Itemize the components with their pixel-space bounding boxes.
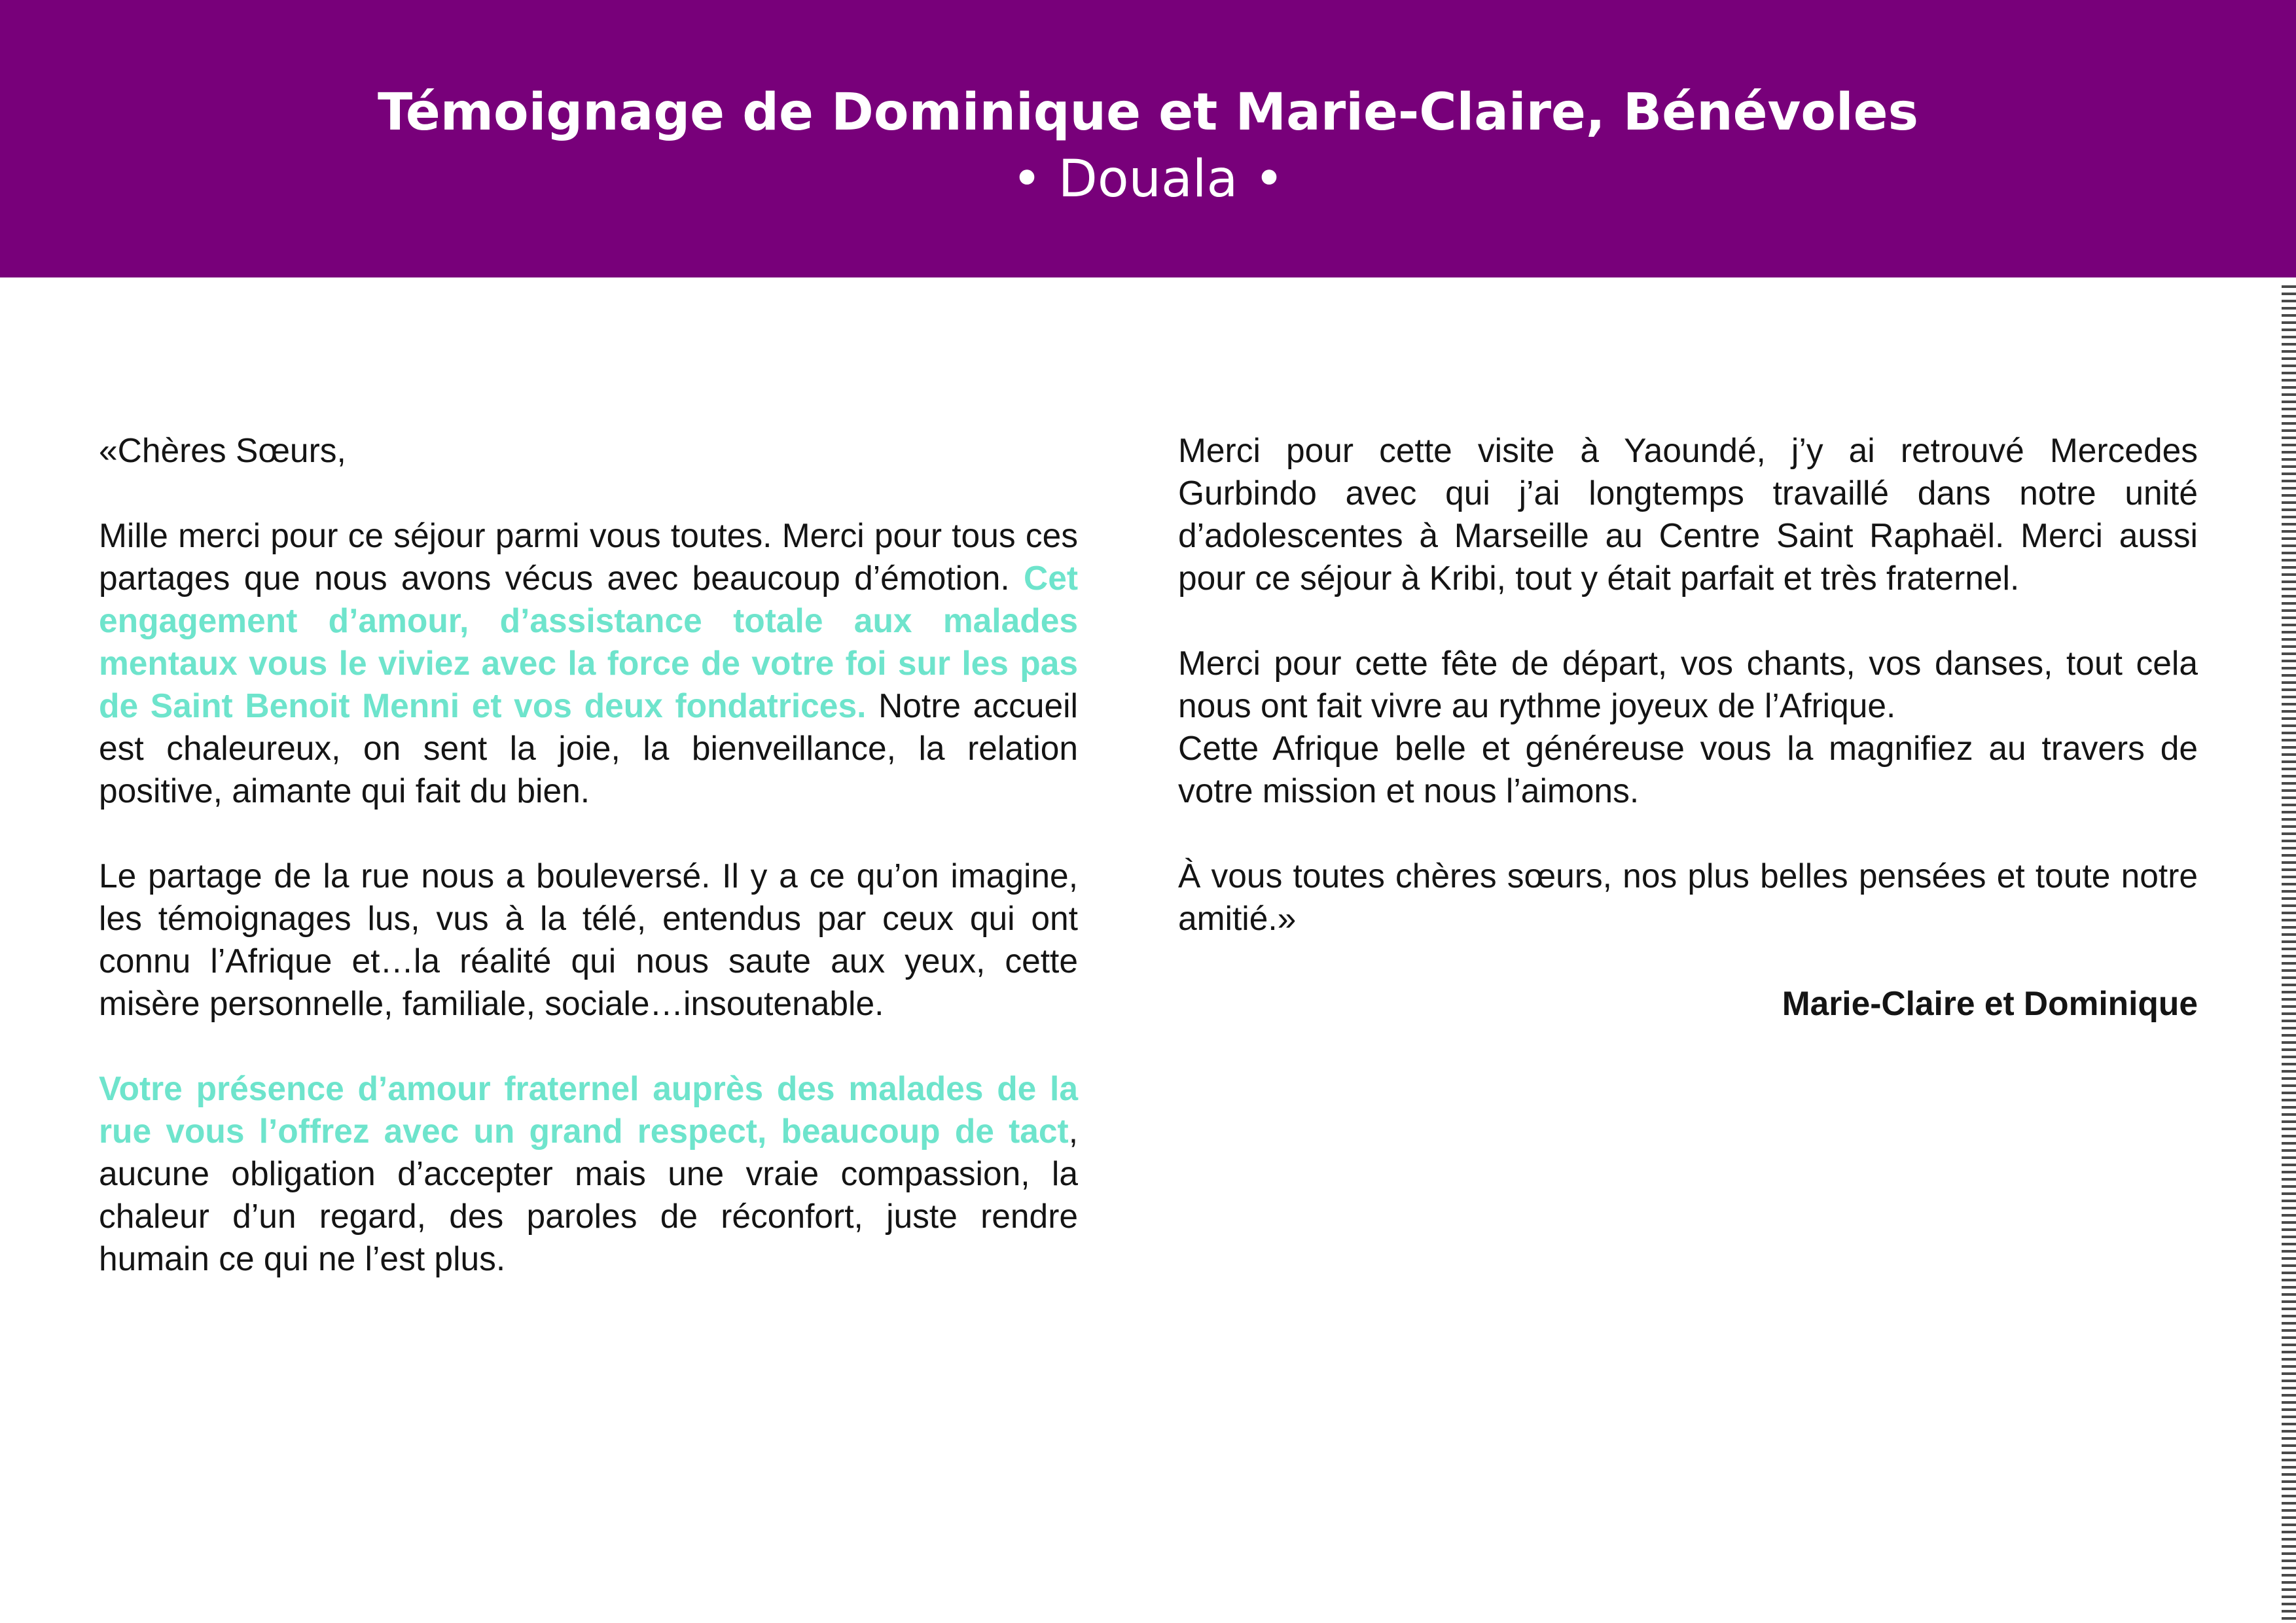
page-title: Témoignage de Dominique et Marie-Claire, Bénévoles — [377, 83, 1918, 142]
right-column — [1178, 429, 2198, 1067]
paragraph-presence — [99, 1067, 1078, 1280]
greeting: «Chères Sœurs, — [99, 431, 346, 469]
page-subtitle-location: • Douala • — [1011, 150, 1285, 209]
edge-stripe-decoration — [2282, 285, 2296, 1623]
left-column — [99, 429, 1078, 1323]
paragraph-text: , aucune obligation d’accepter mais une vraie compassion, la chaleur d’un regard, des paroles de réconfort, juste rendre humain ce qui ne l’est plus. — [99, 1112, 1078, 1277]
highlighted-quote: Votre présence d’amour fraternel auprès des malades de la rue vous l’offrez avec un grand respect, beaucoup de tact — [99, 1069, 1078, 1150]
paragraph-text: Notre accueil est chaleureux, on sent la joie, la bienveillance, la relation positive, aimante qui fait du bien. — [99, 687, 1078, 810]
highlighted-quote: Cet engagement d’amour, d’assistance totale aux malades mentaux vous le viviez avec la force de votre foi sur les pas de Saint Benoit Menni et vos deux fondatrices. — [99, 559, 1078, 724]
paragraph-line: Merci pour cette fête de départ, vos chants, vos danses, tout cela nous ont fait vivre au rythme joyeux de l’Afrique. — [1178, 644, 2198, 724]
signature: Marie-Claire et Dominique — [1782, 984, 2198, 1022]
paragraph-text: Mille merci pour ce séjour parmi vous toutes. Merci pour tous ces partages que nous avons vécus avec beaucoup d’émotion. — [99, 516, 1078, 597]
paragraph-farewell — [1178, 642, 2198, 812]
paragraph-line: Cette Afrique belle et généreuse vous la magnifiez au travers de votre mission et nous l’aimons. — [1178, 729, 2198, 810]
paragraph-visit: Merci pour cette visite à Yaoundé, j’y ai retrouvé Mercedes Gurbindo avec qui j’ai longtemps travaillé dans notre unité d’adolescentes à Marseille au Centre Saint Raphaël. Merci aussi pour ce séjour à Kribi, tout y était parfait et très fraternel. — [1178, 431, 2198, 597]
paragraph-thanks-stay — [99, 514, 1078, 812]
paragraph-street: Le partage de la rue nous a bouleversé. Il y a ce qu’on imagine, les témoignages lus, vus à la télé, entendus par ceux qui ont connu l’Afrique et…la réalité qui nous saute aux yeux, cette misère personnelle, familiale, sociale…insoutenable. — [99, 857, 1078, 1022]
paragraph-closing: À vous toutes chères sœurs, nos plus belles pensées et toute notre amitié.» — [1178, 857, 2198, 937]
